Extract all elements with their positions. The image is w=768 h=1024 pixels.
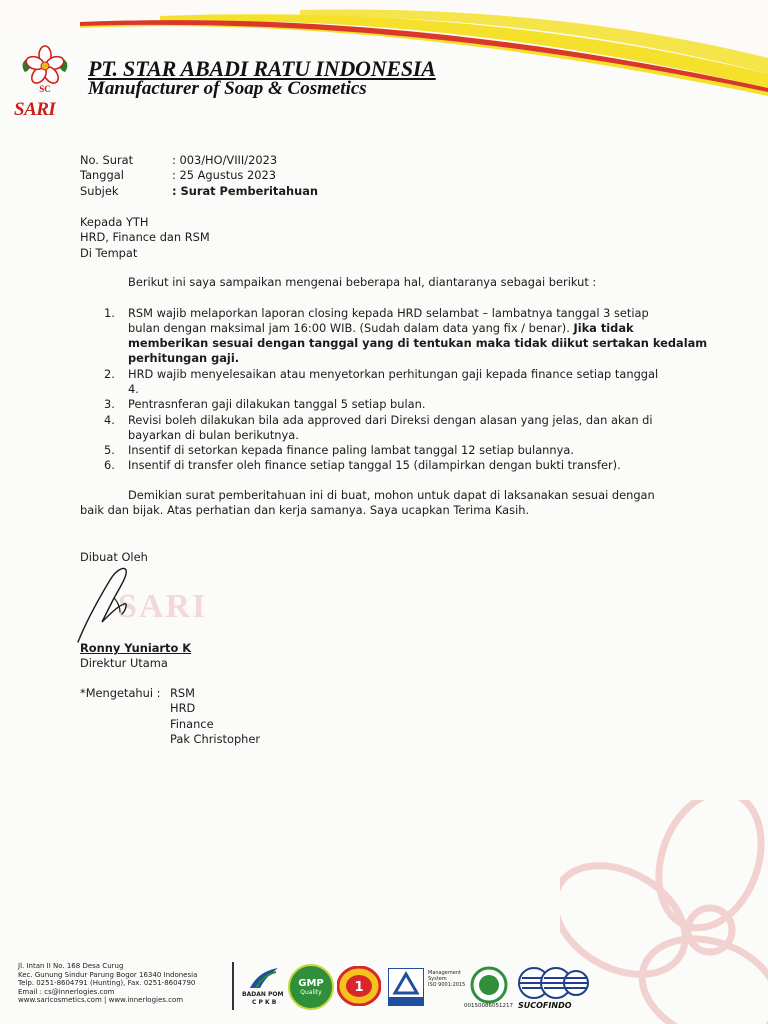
cc-item: Pak Christopher (170, 732, 261, 746)
cc-item: RSM (170, 686, 195, 700)
management-system-label (428, 970, 465, 988)
list-text-bold: perhitungan gaji. (128, 351, 240, 365)
meta-value: : 003/HO/VIII/2023 (172, 153, 278, 167)
gmp-badge (288, 964, 334, 1010)
list-text: Pentrasnferan gaji dilakukan tanggal 5 setiap bulan. (128, 397, 426, 411)
footer-address-line: Jl. Intan II No. 168 Desa Curug (18, 962, 124, 970)
tuv-badge (388, 968, 424, 1006)
management-label: Management (428, 970, 461, 976)
meta-value: : 25 Agustus 2023 (172, 168, 276, 182)
sucofindo-globe-icon (518, 966, 590, 1000)
gmp-sub-label: Quality (300, 989, 322, 996)
list-text-bold: Jika tidak (573, 321, 634, 335)
footer-address-line: Kec. Gunung Sindur Parung Bogor 16340 Indonesia (18, 970, 198, 979)
list-text (128, 321, 634, 336)
tuv-triangle-icon (389, 969, 423, 1005)
company-name: PT. STAR ABADI RATU INDONESIA (88, 56, 436, 81)
recipient-line-1: Kepada YTH (80, 215, 149, 229)
cpkb-label: C P K B (252, 999, 277, 1006)
signer-name: Ronny Yuniarto K (80, 641, 192, 655)
system-label: System (428, 976, 447, 982)
cc-item: HRD (170, 701, 196, 715)
list-text: Insentif di transfer oleh finance setiap tanggal 15 (dilampirkan dengan bukti transfer). (128, 458, 621, 472)
footer-address-line: Telp. 0251-8604791 (Hunting), Fax. 0251-8604790 (18, 979, 196, 987)
footer-address (18, 962, 197, 1005)
company-tagline: Manufacturer of Soap & Cosmetics (88, 78, 367, 99)
meta-label: Tanggal (80, 168, 124, 182)
list-number: 2. (104, 367, 115, 381)
recipient-line-3: Di Tempat (80, 246, 138, 260)
logo-text: SARI (14, 99, 56, 120)
bpom-label: BADAN POM (242, 991, 284, 998)
intro-text: Berikut ini saya sampaikan mengenai beberapa hal, diantaranya sebagai berikut : (128, 275, 597, 289)
signer-title: Direktur Utama (80, 656, 168, 670)
sucofindo-label: SUCOFINDO (518, 1001, 572, 1010)
handwritten-signature (68, 562, 158, 646)
iso-label: ISO 9001:2015 (428, 982, 466, 988)
list-text: bayarkan di bulan berikutnya. (128, 428, 299, 442)
list-text: Insentif di setorkan kepada finance paling lambat tanggal 12 setiap bulannya. (128, 443, 574, 457)
meta-label: No. Surat (80, 153, 134, 167)
list-number: 1. (104, 306, 115, 320)
gmp-label: GMP (298, 978, 324, 989)
closing-line-2: baik dan bijak. Atas perhatian dan kerja samanya. Saya ucapkan Terima Kasih. (80, 503, 530, 517)
made-by-label: Dibuat Oleh (80, 550, 148, 564)
meta-label: Subjek (80, 184, 119, 198)
closing-line-1: Demikian surat pemberitahuan ini di buat, mohon untuk dapat di laksanakan sesuai dengan (128, 488, 655, 502)
no1-award-badge-icon (337, 966, 381, 1006)
list-text: HRD wajib menyelesaikan atau menyetorkan perhitungan gaji kepada finance setiap tanggal (128, 367, 659, 381)
company-stamp-watermark: SARI (118, 588, 208, 625)
halal-logo-icon (470, 966, 508, 1004)
list-text-part: bulan dengan maksimal jam 16:00 WIB. (Sudah dalam data yang fix / benar). (128, 321, 570, 335)
cert-id: 00150086051217 (464, 1003, 513, 1009)
list-text: 4. (128, 382, 139, 396)
list-text-bold: memberikan sesuai dengan tanggal yang di tentukan maka tidak diikut sertakan kedalam (128, 336, 708, 350)
meta-value: : Surat Pemberitahuan (172, 184, 319, 198)
sari-flower-logo-icon (18, 42, 72, 102)
list-number: 4. (104, 413, 115, 427)
list-text: RSM wajib melaporkan laporan closing kepada HRD selambat – lambatnya tanggal 3 setiap (128, 306, 649, 320)
list-number: 3. (104, 397, 115, 411)
flower-watermark-icon (560, 800, 768, 1024)
footer-address-line: www.saricosmetics.com | www.innerlogies.com (18, 996, 184, 1004)
svg-text:1: 1 (354, 980, 364, 995)
list-number: 6. (104, 458, 115, 472)
recipient-line-2: HRD, Finance dan RSM (80, 230, 210, 244)
cc-label: *Mengetahui : (80, 686, 161, 700)
footer-address-line: Email : cs@innerlogies.com (18, 987, 115, 996)
svg-text:SC: SC (39, 84, 51, 94)
list-text: Revisi boleh dilakukan bila ada approved dari Direksi dengan alasan yang jelas, dan akan di (128, 413, 653, 427)
footer-divider (232, 962, 234, 1010)
list-number: 5. (104, 443, 115, 457)
cc-item: Finance (170, 717, 214, 731)
bpom-logo-icon (246, 966, 282, 992)
